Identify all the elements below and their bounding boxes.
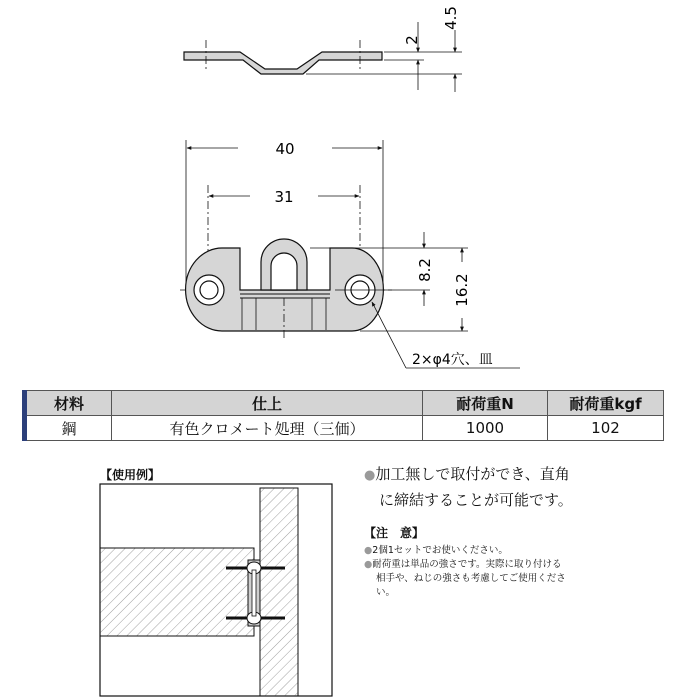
side-view (184, 6, 462, 92)
header-finish: 仕上 (112, 391, 423, 416)
dim-overall-length: 40 (275, 140, 295, 158)
feature-line-2: に締結することが可能です。 (379, 491, 573, 509)
usage-example-illustration (100, 484, 332, 696)
spec-table (22, 390, 664, 441)
dim-thickness: 2 (403, 35, 421, 45)
plan-view (180, 140, 520, 368)
dim-hole-pitch: 31 (274, 188, 294, 206)
cell-load-n: 1000 (423, 416, 548, 441)
table-header-row (25, 391, 664, 416)
caution-title: 【注 意】 (364, 526, 425, 540)
caution-item-2-line-2: 相手や、ねじの強さも考慮してご使用くださ (376, 573, 566, 584)
feature-line-1: 加工無しで取付ができ、直角 (375, 465, 570, 483)
dim-slot-depth: 8.2 (416, 258, 434, 282)
list-item (364, 544, 614, 558)
header-load-kgf: 耐荷重kgf (548, 391, 664, 416)
dim-height: 4.5 (442, 6, 460, 30)
usage-example-label: 【使用例】 (100, 468, 161, 482)
header-load-n: 耐荷重N (423, 391, 548, 416)
caution-item-2-line-1: 耐荷重は単品の強さです。実際に取り付ける (372, 559, 562, 570)
feature-note (364, 462, 573, 513)
bullet-icon: ● (364, 545, 373, 556)
header-material: 材料 (25, 391, 112, 416)
dim-overall-width: 16.2 (453, 273, 471, 307)
caution-item-1: 2個1セットでお使いください。 (372, 545, 508, 556)
caution-item-2-line-3: い。 (376, 587, 396, 598)
list-item (364, 558, 614, 572)
caution-list (364, 544, 614, 600)
bullet-icon: ● (364, 559, 373, 570)
cell-finish: 有色クロメート処理（三価） (112, 416, 423, 441)
table-row (25, 416, 664, 441)
cell-material: 鋼 (25, 416, 112, 441)
bullet-icon: ● (364, 468, 376, 483)
hole-callout: 2×φ4穴、皿 (412, 352, 493, 368)
cell-load-kgf: 102 (548, 416, 664, 441)
